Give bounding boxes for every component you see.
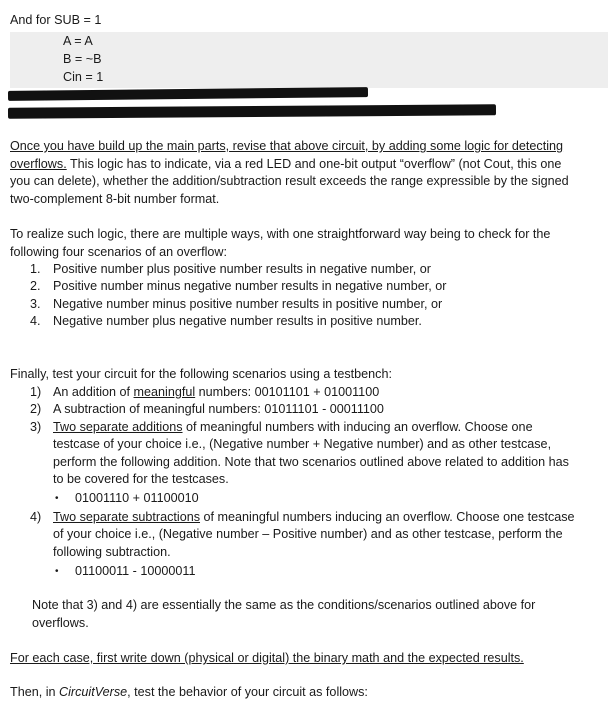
code-line: Cin = 1 [63,70,104,84]
bullet-icon: • [55,493,59,504]
scenario-list [30,261,446,331]
note-line-2: overflows. [32,615,89,630]
note-line-1: Note that 3) and 4) are essentially the same as the conditions/scenarios outlined above for [32,598,536,612]
test-item-4-line-2: of your choice i.e., (Negative number – Positive number) and as other testcase, perform the [53,527,563,541]
para-overflow-line-1: Once you have build up the main parts, revise that above circuit, by adding some logic for detecting [10,139,564,153]
test-item-4-line-3: following subtraction. [53,544,171,559]
code-block [10,32,608,88]
test-item-3-bullet: • 01001110 + 01100010 [55,491,199,505]
para-overflow-line-4: two-complement 8-bit number format. [10,191,220,206]
test-item-1: 1) An addition of meaningful numbers: 00101101 + 01001100 [30,384,380,399]
list-item: 2. Positive number minus negative number results in negative number, or [30,279,447,294]
redaction-bar [8,104,496,118]
redaction-bar [8,87,368,101]
test-item-2: 2) A subtraction of meaningful numbers: 01011101 - 00011100 [30,402,384,416]
para-logic-line-2: following four scenarios of an overflow: [10,244,228,259]
para-logic-line-1: To realize such logic, there are multiple ways, with one straightforward way being to check for the [10,227,551,241]
test-item-4-bullet: • 01100011 - 10000011 [55,564,196,578]
list-item: 4. Negative number plus negative number results in positive number. [30,314,422,329]
testbench-intro: Finally, test your circuit for the following scenarios using a testbench: [10,367,392,381]
then-line: Then, in CircuitVerse, test the behavior of your circuit as follows: [10,685,368,699]
test-item-3-line-3: perform the following addition. Note that two scenarios outlined above related to addition has [53,454,569,469]
test-item-4: 4) Two separate subtractions of meaningful numbers inducing an overflow. Choose one testcase [30,509,575,524]
bullet-icon: • [55,566,59,577]
para-overflow-line-3: you can delete), whether the addition/subtraction result exceeds the range expressible by the signed [10,174,569,188]
code-line: A = A [63,34,93,48]
test-item-3-line-4: to be covered for the testcases. [53,472,229,486]
list-item: 1. Positive number plus positive number results in negative number, or [30,262,432,276]
intro-line: And for SUB = 1 [10,13,102,27]
list-item: 3. Negative number minus positive number results in positive number, or [30,296,443,311]
test-item-3-line-2: testcase of your choice i.e., (Negative number + Negative number) and as other testcase, [53,437,552,451]
test-item-3: 3) Two separate additions of meaningful numbers with inducing an overflow. Choose one [30,419,533,434]
para-overflow-line-2: overflows. This logic has to indicate, via a red LED and one-bit output “overflow” (not Cout, this one [10,156,562,171]
each-case-line: For each case, first write down (physical or digital) the binary math and the expected results. [10,651,524,665]
code-line: B = ~B [63,52,102,66]
